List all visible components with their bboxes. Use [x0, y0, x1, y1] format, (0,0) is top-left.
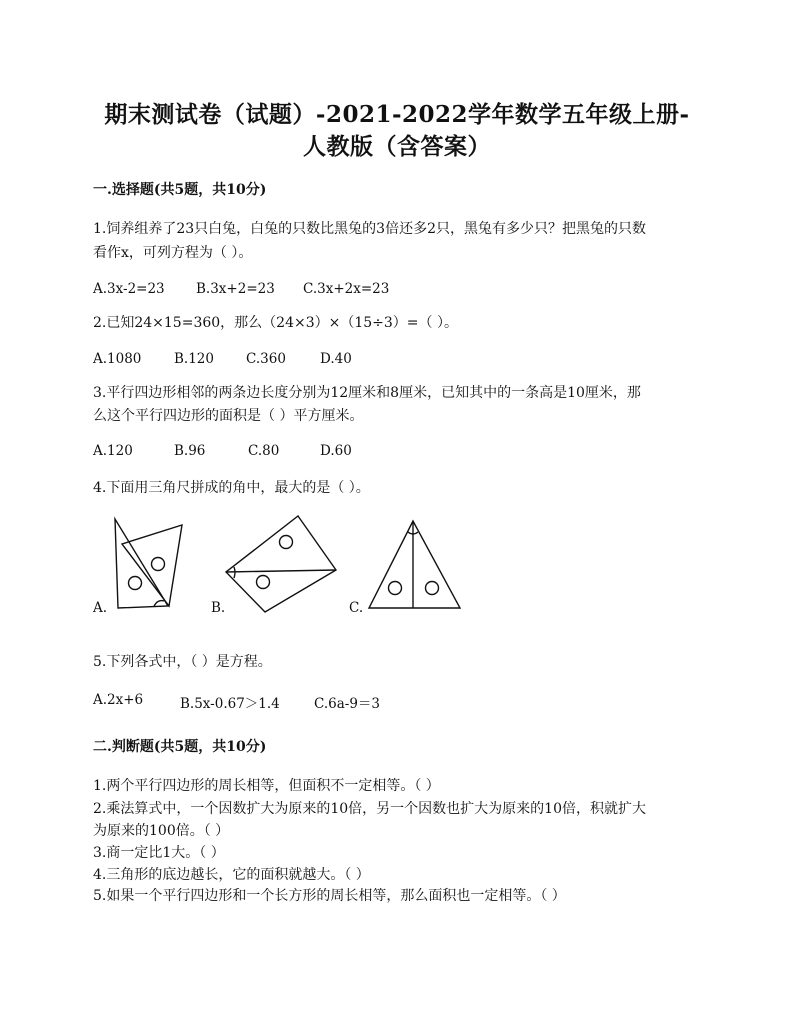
figure-b-hole-1	[280, 536, 293, 549]
q3-text-line2: 么这个平行四边形的面积是（ ）平方厘米。	[93, 408, 364, 424]
q1-option-b: B.3x+2=23	[196, 281, 275, 297]
q1-text-line2: 看作x，可列方程为（ ）。	[93, 245, 253, 261]
q1-option-c: C.3x+2x=23	[303, 281, 390, 297]
q4-text-line1: 4.下面用三角尺拼成的角中，最大的是（ ）。	[93, 480, 370, 496]
figure-b-diagonal	[226, 570, 336, 572]
figure-c-hole-2	[426, 582, 439, 595]
q3-option-a: A.120	[93, 443, 133, 459]
figure-c-hole-1	[389, 582, 402, 595]
doc-title-line2: 人教版（含答案）	[303, 133, 491, 160]
q2-text-line1: 2.已知24×15=360，那么（24×3）×（15÷3）=（ ）。	[93, 315, 458, 331]
section2-heading: 二.判断题(共5题，共10分)	[93, 739, 267, 755]
q3-option-d: D.60	[320, 443, 352, 459]
q1-option-a: A.3x-2=23	[93, 281, 165, 297]
q2-option-d: D.40	[320, 351, 352, 367]
figure-a-angle-mark	[154, 601, 164, 606]
q3-option-c: C.80	[248, 443, 280, 459]
q5-option-c: C.6a-9＝3	[314, 696, 381, 712]
judge-item-3: 3.商一定比1大。（ ）	[93, 845, 225, 861]
q2-option-a: A.1080	[93, 351, 142, 367]
q2-option-b: B.120	[174, 351, 214, 367]
q1-text-line1: 1.饲养组养了23只白兔，白兔的只数比黑兔的3倍还多2只，黑兔有多少只？把黑兔的只数	[93, 221, 646, 237]
q3-text-line1: 3.平行四边形相邻的两条边长度分别为12厘米和8厘米，已知其中的一条高是10厘米，那	[93, 385, 641, 401]
q4-option-b: B.	[211, 600, 226, 616]
judge-item-2-line1: 2.乘法算式中，一个因数扩大为原来的10倍，另一个因数也扩大为原来的10倍，积就扩大	[93, 801, 646, 817]
section1-heading: 一.选择题(共5题，共10分)	[93, 182, 267, 198]
q5-option-a: A.2x+6	[93, 692, 144, 708]
q4-option-a: A.	[93, 600, 108, 616]
figure-b-triangle-rulers	[222, 512, 340, 617]
q5-option-b: B.5x-0.67＞1.4	[180, 696, 280, 712]
judge-item-2-line2: 为原来的100倍。（ ）	[93, 823, 230, 839]
q2-option-c: C.360	[246, 351, 286, 367]
q3-option-b: B.96	[174, 443, 206, 459]
figure-b-rectangle	[226, 516, 336, 612]
doc-title-line1: 期末测试卷（试题）-2021-2022学年数学五年级上册-	[104, 101, 690, 128]
figure-b-hole-2	[257, 576, 270, 589]
figure-c-triangle-rulers	[365, 518, 465, 613]
figure-a-hole-2	[129, 577, 142, 590]
judge-item-4: 4.三角形的底边越长，它的面积就越大。（ ）	[93, 867, 370, 883]
judge-item-5: 5.如果一个平行四边形和一个长方形的周长相等，那么面积也一定相等。（ ）	[93, 888, 566, 904]
figure-a-triangle-rulers	[108, 515, 198, 615]
figure-a-hole-1	[152, 558, 165, 571]
q4-option-c: C.	[349, 600, 364, 616]
q5-text-line1: 5.下列各式中，（ ）是方程。	[93, 654, 272, 670]
judge-item-1: 1.两个平行四边形的周长相等，但面积不一定相等。（ ）	[93, 778, 440, 794]
